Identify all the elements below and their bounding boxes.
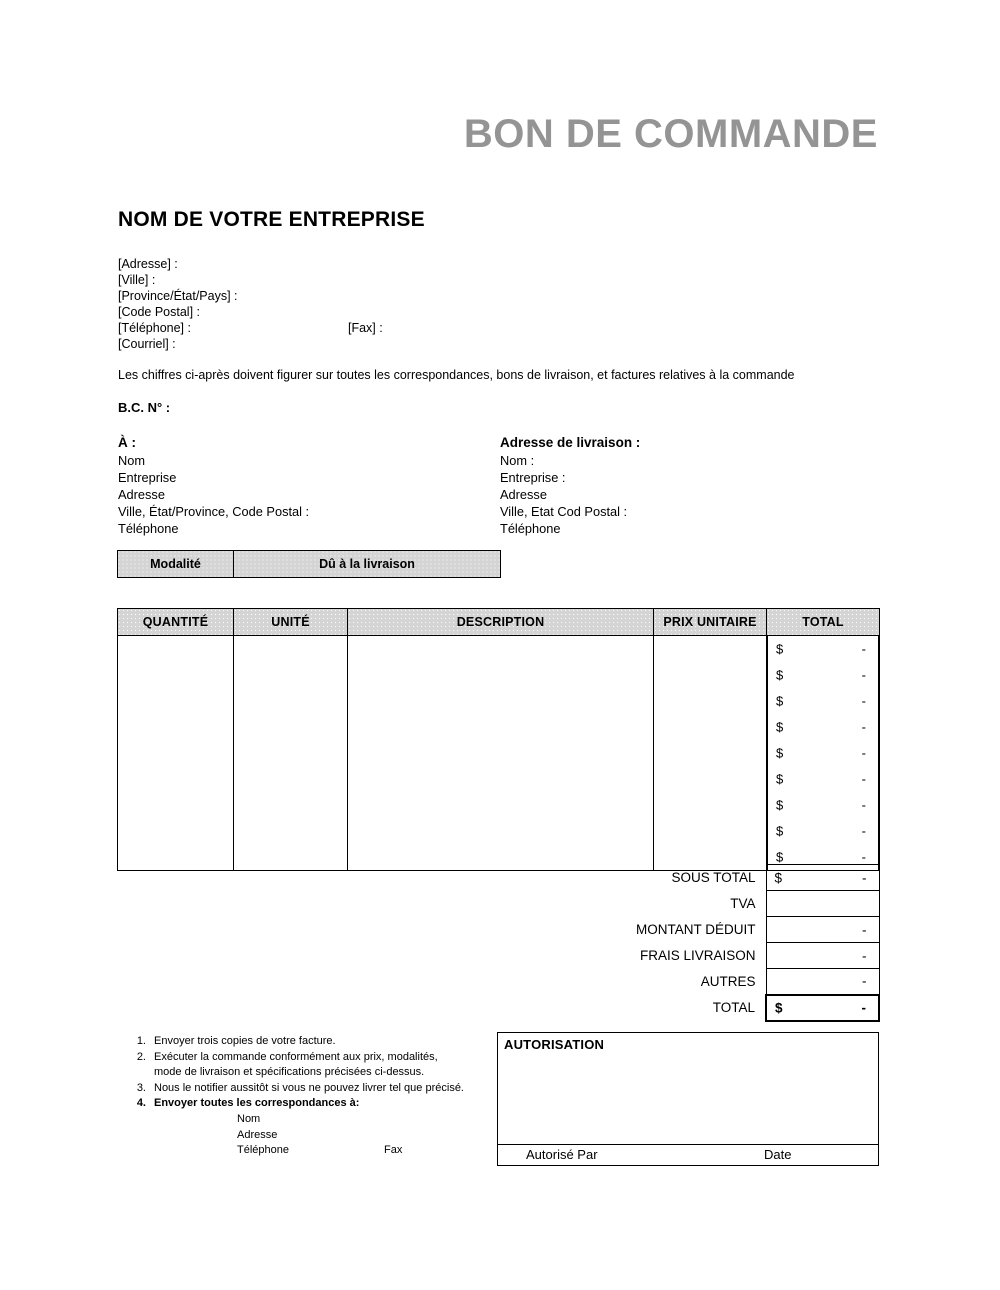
totals-value-cell	[766, 995, 879, 1021]
table-row	[767, 662, 879, 688]
address-text: [Province/État/Pays] :	[118, 289, 238, 304]
row-total-value: -	[861, 641, 866, 657]
totals-row-grand-total	[117, 995, 879, 1021]
currency-symbol: $	[776, 745, 784, 761]
address-text: [Ville] :	[118, 273, 156, 288]
totals-value-cell	[766, 969, 879, 995]
totals-row-autres	[117, 969, 879, 995]
terms-strip	[117, 550, 501, 578]
totals-label: TOTAL	[712, 1000, 755, 1015]
list-item	[122, 1050, 482, 1066]
table-row	[767, 818, 879, 844]
list-item-number: 3.	[136, 1081, 146, 1094]
contact-label: Adresse	[237, 1128, 278, 1141]
totals-row-tva	[117, 891, 879, 917]
authorisation-title: AUTORISATION	[504, 1037, 605, 1052]
list-item-continuation	[122, 1065, 482, 1081]
address-text: [Adresse] :	[118, 257, 178, 271]
bill-to-line: Ville, État/Province, Code Postal :	[118, 504, 310, 519]
list-item-text: Exécuter la commande conformément aux prix, modalités,	[154, 1050, 438, 1063]
company-address-block	[118, 256, 383, 353]
ship-to-title: Adresse de livraison :	[500, 435, 641, 450]
col-header-total: TOTAL	[767, 609, 880, 636]
col-header-quantite: QUANTITÉ	[118, 609, 234, 636]
totals-label: MONTANT DÉDUIT	[636, 922, 756, 937]
totals-row-montant-deduit	[117, 917, 879, 943]
currency-symbol: $	[776, 641, 784, 657]
currency-symbol: $	[774, 870, 783, 885]
address-line-adresse	[118, 256, 238, 272]
bill-to-line: Entreprise	[118, 470, 177, 485]
address-text: [Courriel] :	[118, 337, 176, 352]
table-row	[767, 740, 879, 766]
list-item	[122, 1034, 482, 1050]
totals-label: FRAIS LIVRAISON	[639, 948, 756, 963]
totals-label: SOUS TOTAL	[671, 870, 756, 885]
address-line-ville	[118, 272, 238, 288]
ship-to-block	[500, 434, 640, 537]
list-item-number: 4.	[136, 1097, 146, 1110]
table-row	[767, 688, 879, 714]
cell-quantite[interactable]	[118, 636, 234, 871]
list-item-number: 1.	[136, 1035, 146, 1047]
bill-to-title: À :	[118, 435, 136, 450]
cell-description[interactable]	[348, 636, 654, 871]
col-header-description: DESCRIPTION	[348, 609, 654, 636]
currency-symbol: $	[776, 797, 784, 813]
row-total-value: -	[861, 797, 866, 813]
list-item-text: Nous le notifier aussitôt si vous ne pouvez livrer tel que précisé.	[154, 1081, 464, 1094]
address-text: [Téléphone] :	[118, 321, 191, 336]
totals-row-sous-total	[117, 865, 879, 891]
totals-table	[117, 864, 880, 1022]
col-header-unite: UNITÉ	[234, 609, 348, 636]
contact-nom	[122, 1112, 482, 1128]
currency-symbol: $	[776, 667, 784, 683]
totals-value-cell[interactable]	[766, 891, 879, 917]
totals-value: -	[861, 1000, 866, 1015]
totals-value: -	[862, 922, 867, 937]
totals-value: -	[862, 948, 867, 963]
contact-telephone	[122, 1143, 482, 1159]
currency-symbol: $	[776, 823, 784, 839]
currency-symbol: $	[776, 693, 784, 709]
bill-to-block	[118, 434, 309, 537]
list-item-text: mode de livraison et spécifications précisées ci-dessus.	[154, 1066, 425, 1079]
totals-value-cell	[766, 943, 879, 969]
ship-to-line: Entreprise :	[500, 470, 566, 485]
items-header-row	[118, 609, 880, 636]
ship-to-line: Téléphone	[500, 521, 561, 536]
ship-to-line: Ville, Etat Cod Postal :	[500, 504, 628, 519]
address-text: [Code Postal] :	[118, 305, 200, 320]
list-item	[122, 1081, 482, 1097]
page-title: BON DE COMMANDE	[463, 112, 878, 156]
table-row	[767, 636, 879, 662]
row-total-value: -	[861, 745, 866, 761]
currency-symbol: $	[775, 1000, 783, 1015]
currency-symbol: $	[776, 849, 784, 865]
total-column-cells	[767, 636, 880, 871]
bill-to-line: Nom	[118, 453, 146, 468]
table-row	[767, 714, 879, 740]
address-line-telephone	[118, 320, 383, 336]
address-line-courriel	[118, 336, 238, 352]
row-total-value: -	[861, 667, 866, 683]
list-item-number: 2.	[136, 1050, 146, 1063]
authorisation-box	[497, 1032, 879, 1166]
totals-value: -	[862, 870, 867, 885]
po-number-label: B.C. N° :	[118, 400, 171, 415]
authorisation-signature-row	[498, 1144, 878, 1165]
table-row	[767, 792, 879, 818]
totals-label: TVA	[730, 896, 756, 911]
cell-prix-unitaire[interactable]	[654, 636, 767, 871]
signed-by-label: Autorisé Par	[526, 1147, 598, 1162]
line-items-table	[117, 608, 880, 871]
terms-label: Modalité	[118, 551, 234, 577]
bill-to-line: Téléphone	[118, 521, 179, 536]
row-total-value: -	[861, 771, 866, 787]
contact-fax-label: Fax	[384, 1144, 403, 1157]
table-row	[767, 766, 879, 792]
address-fax-label: [Fax] :	[348, 321, 383, 336]
bill-to-line: Adresse	[118, 487, 165, 502]
row-total-value: -	[861, 693, 866, 709]
address-line-code-postal	[118, 304, 238, 320]
row-total-value: -	[861, 719, 866, 735]
currency-symbol: $	[776, 771, 784, 787]
date-label: Date	[764, 1147, 792, 1162]
list-item-text: Envoyer toutes les correspondances à:	[154, 1097, 360, 1110]
contact-label: Nom	[237, 1112, 261, 1125]
list-item-text: Envoyer trois copies de votre facture.	[154, 1035, 336, 1047]
col-header-prix-unitaire: PRIX UNITAIRE	[654, 609, 767, 636]
ship-to-line: Nom :	[500, 453, 535, 468]
instructions-list	[122, 1034, 482, 1159]
totals-value-cell	[766, 917, 879, 943]
contact-adresse	[122, 1128, 482, 1144]
totals-value: -	[862, 973, 867, 989]
totals-value-cell	[766, 865, 879, 891]
list-item	[122, 1096, 482, 1112]
row-total-value: -	[861, 849, 866, 865]
reference-notice: Les chiffres ci-après doivent figurer sur toutes les correspondances, bons de livraison, et factures relatives à la commande	[118, 368, 795, 382]
row-total-value: -	[861, 823, 866, 839]
contact-label: Téléphone	[237, 1144, 289, 1157]
totals-label: AUTRES	[700, 974, 756, 989]
terms-value: Dû à la livraison	[234, 551, 500, 577]
totals-row-frais-livraison	[117, 943, 879, 969]
items-body-row	[118, 636, 880, 871]
company-name: NOM DE VOTRE ENTREPRISE	[118, 208, 425, 231]
address-line-province	[118, 288, 238, 304]
currency-symbol: $	[776, 719, 784, 735]
ship-to-line: Adresse	[500, 487, 547, 502]
cell-unite[interactable]	[234, 636, 348, 871]
